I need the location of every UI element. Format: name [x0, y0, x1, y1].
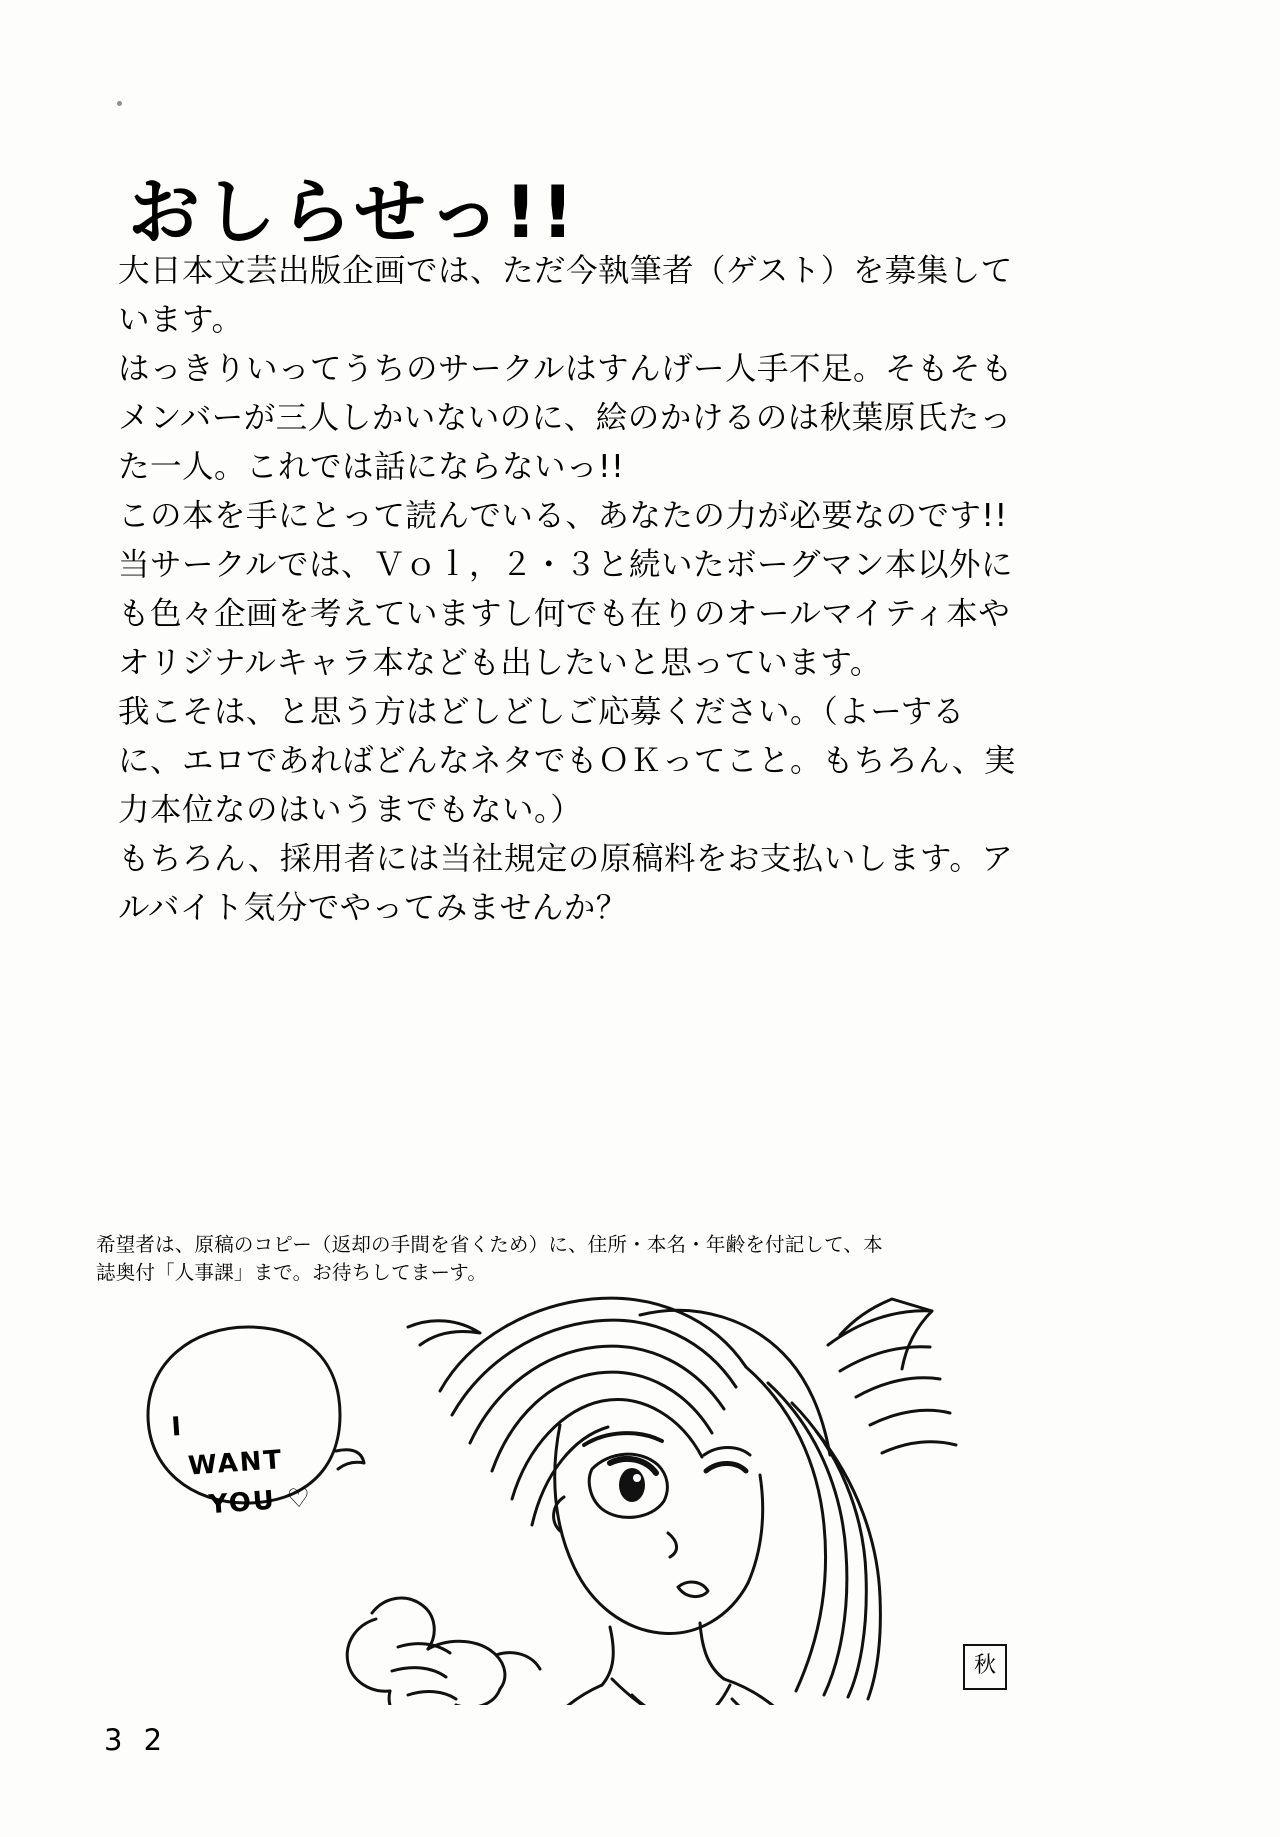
footnote-line: 誌奥付「人事課」まで。お待ちしてまーす。	[96, 1261, 488, 1284]
paragraph: 当サークルでは、Ｖｏｌ，２・３と続いたボーグマン本以外にも色々企画を考えていますし何でも在りのオールマイティ本やオリジナルキャラ本なども出したいと思っています。	[118, 547, 1014, 681]
footnote-line: 希望者は、原稿のコピー（返却の手間を省くため）に、住所・本名・年齢を付記して、本	[96, 1233, 883, 1256]
face	[554, 1425, 763, 1634]
page-title: おしらせっ!!	[128, 170, 579, 255]
paragraph: もちろん、採用者には当社規定の原稿料をお支払いします。アルバイト気分でやってみませんか？	[118, 841, 1014, 926]
artist-signature-stamp: 秋	[963, 1644, 1007, 1690]
illustration	[140, 1275, 1150, 1705]
paragraph: はっきりいってうちのサークルはすんげー人手不足。そもそもメンバーが三人しかいないのに、絵のかけるのは秋葉原氏たった一人。これでは話にならないっ!!	[118, 351, 1014, 485]
body	[530, 1623, 806, 1705]
paragraph: この本を手にとって読んでいる、あなたの力が必要なのです!!	[118, 498, 1008, 534]
scan-speck	[117, 101, 122, 106]
hair-strands	[408, 1298, 956, 1699]
paragraph: 我こそは、と思う方はどしどしご応募ください。（よーするに、エロであればどんなネタでもＯＫってこと。もちろん、実力本位なのはいうまでもない。）	[118, 694, 1016, 828]
pointing-hand	[347, 1598, 540, 1705]
paragraph: 大日本文芸出版企画では、ただ今執筆者（ゲスト）を募集しています。	[118, 253, 1013, 338]
body-text	[118, 247, 1018, 933]
speech-bubble-shape	[148, 1327, 364, 1503]
bubble-line-2: WANT	[187, 1445, 285, 1482]
page-number: 3 2	[104, 1723, 169, 1757]
bubble-line-1: I	[170, 1411, 185, 1443]
bubble-line-3: YOU ♡	[207, 1483, 314, 1521]
